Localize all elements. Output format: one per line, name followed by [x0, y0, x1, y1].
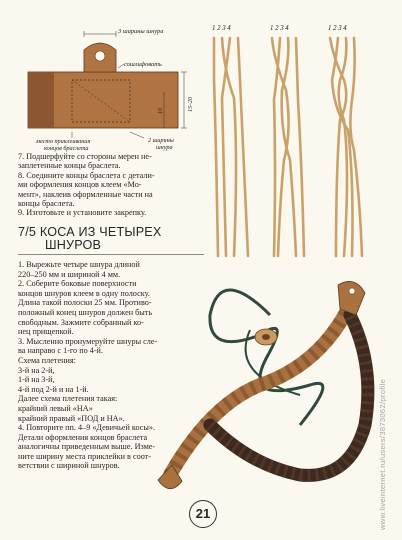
section-title-line2: ШНУРОВ	[45, 237, 102, 252]
page-number: 21	[189, 500, 217, 528]
body-line: ните ширину места приклейки в соот-	[18, 451, 151, 461]
body-line: Длина такой полоски 25 мм. Противо-	[18, 298, 152, 308]
body-line: нец прищепкой.	[18, 327, 74, 337]
section-number: 7/5	[18, 225, 37, 239]
diagram-label-dim-right: 15–20	[188, 97, 194, 112]
body-line: 4. Повторите пп. 4–9 «Девичьей косы».	[18, 423, 156, 433]
body-line: концов шнуров клеем в одну полоску.	[18, 288, 150, 298]
steps-line: 7. Подшерфуйте со стороны мерен не-	[18, 152, 152, 161]
strand-column-label-3: 1 2 3 4	[328, 25, 347, 32]
bracelet-photo	[150, 275, 382, 515]
clasp-end-top	[338, 281, 365, 315]
steps-text	[18, 152, 204, 218]
braid-steps-diagram	[204, 20, 396, 260]
steps-line: ми оформления концов клеем «Мо-	[18, 180, 142, 190]
body-line: аналогичны приведенным выше. Изме-	[18, 442, 156, 452]
body-line: 1-й на 3-й,	[18, 375, 55, 385]
body-line: Далее схема плетения такая:	[18, 394, 118, 404]
steps-line: 9. Изготовьте и установите закрепку.	[18, 208, 147, 218]
body-line: 2. Соберите боковые поверхности	[18, 279, 137, 289]
section-title-line1: КОСА ИЗ ЧЕТЫРЕХ	[39, 225, 162, 239]
clasp-diagram	[14, 20, 204, 152]
body-line: положный конец шнуров должен быть	[18, 307, 153, 317]
diagram-label-width2-2: шнура	[156, 144, 173, 151]
diagram-label-width2-1: 2 ширины	[148, 137, 174, 144]
body-line: свободным. Зажмите собранный ко-	[18, 317, 144, 327]
body-line: 3. Мысленно пронумеруйте шнуры сле-	[18, 336, 158, 346]
body-line: 1. Вырежьте четыре шнура длиной	[18, 260, 140, 269]
strand-group-2	[272, 38, 304, 256]
body-line: крайний левый «НА»	[18, 403, 93, 413]
strand-column-label-1: 1 2 3 4	[212, 25, 231, 32]
body-line: Схема плетения:	[18, 355, 76, 365]
body-line: ва направо с 1-го по 4-й.	[18, 346, 103, 356]
body-line: крайний правый «ПОД и НА».	[18, 413, 125, 423]
section-heading	[18, 226, 208, 251]
diagram-label-glue-1: место приклеивания	[36, 138, 91, 145]
steps-line: мент», наклеив оформленные части на	[18, 189, 153, 199]
body-line: ветствии с шириной шнуров.	[18, 461, 120, 471]
body-line: Детали оформления концов браслета	[18, 432, 148, 442]
steps-line: концы браслета.	[18, 199, 75, 209]
body-line: 4-й под 2-й и на 1-й.	[18, 384, 89, 394]
diagram-label-bevel: сошлифовать	[124, 61, 162, 68]
steps-line: 8. Соедините концы браслета с детали-	[18, 170, 155, 180]
strand-group-1	[214, 38, 248, 256]
body-line: 3-й на 2-й,	[18, 365, 55, 375]
body-line: 220–250 мм и шириной 4 мм.	[18, 269, 121, 279]
section-divider	[18, 254, 204, 255]
leather-plate-side	[28, 72, 54, 128]
strand-group-3	[330, 38, 362, 256]
tab-hole-icon	[95, 51, 105, 61]
watermark: www.liveinternet.ru/users/3873062/profile	[378, 378, 387, 530]
diagram-label-dim-10: 10	[158, 108, 164, 114]
steps-line: заплетенные концы браслета.	[18, 161, 121, 171]
diagram-label-width: 3 ширины шнура	[118, 28, 164, 35]
strand-column-label-2: 1 2 3 4	[270, 25, 289, 32]
diagram-label-glue-2: концов браслета	[44, 145, 89, 152]
